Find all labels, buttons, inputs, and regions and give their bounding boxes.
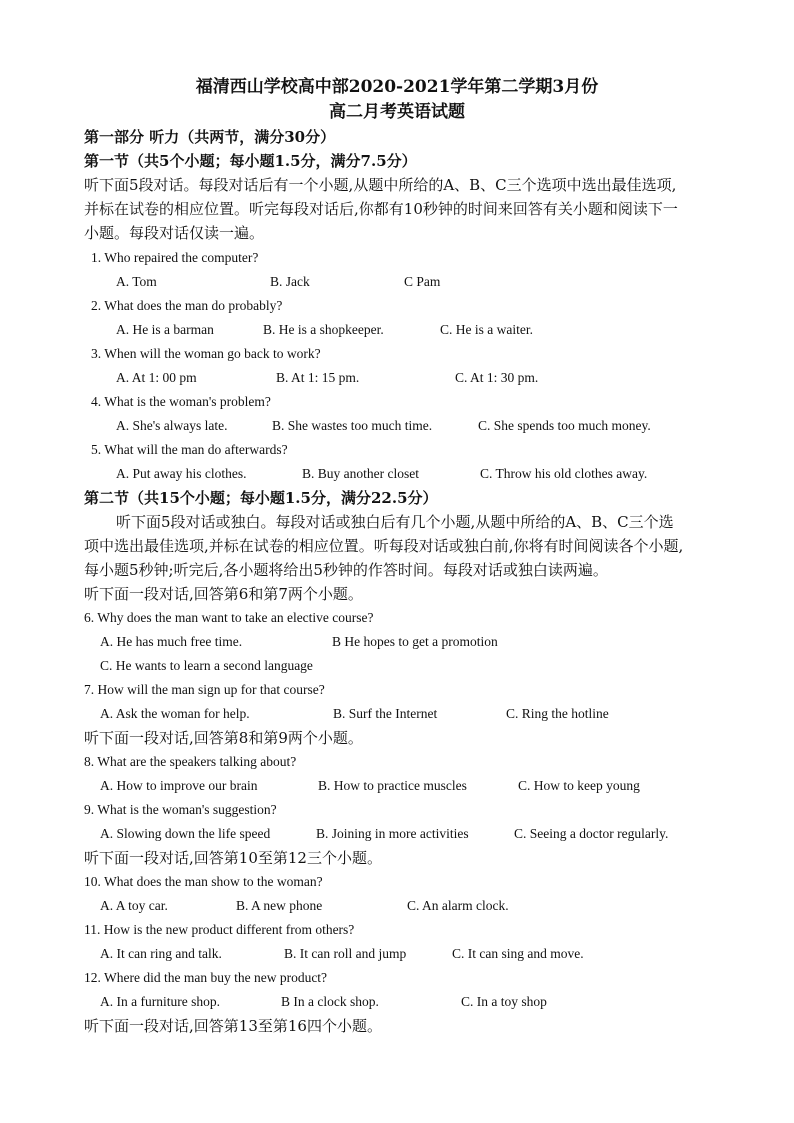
section2-instruction-line: 项中选出最佳选项,并标在试卷的相应位置。听每段对话或独白前,你将有时间阅读各个小题, xyxy=(84,537,684,555)
question-8: 8. What are the speakers talking about? xyxy=(84,754,297,769)
question-2: 2. What does the man do probably? xyxy=(91,298,283,313)
question-7: 7. How will the man sign up for that course? xyxy=(84,682,325,697)
q1-option-b: B. Jack xyxy=(270,274,310,289)
question-4: 4. What is the woman's problem? xyxy=(91,394,271,409)
q8-option-b: B. How to practice muscles xyxy=(318,778,467,793)
question-3: 3. When will the woman go back to work? xyxy=(91,346,321,361)
q5-option-c: C. Throw his old clothes away. xyxy=(480,466,648,481)
q4-option-a: A. She's always late. xyxy=(116,418,228,433)
q2-option-c: C. He is a waiter. xyxy=(440,322,533,337)
q10-option-b: B. A new phone xyxy=(236,898,323,913)
q3-option-b: B. At 1: 15 pm. xyxy=(276,370,360,385)
question-12: 12. Where did the man buy the new product? xyxy=(84,970,328,985)
section2-instruction-line: 听下面5段对话或独白。每段对话或独白后有几个小题,从题中所给的A、B、C三个选 xyxy=(116,513,674,531)
question-10: 10. What does the man show to the woman? xyxy=(84,874,323,889)
question-9: 9. What is the woman's suggestion? xyxy=(84,802,277,817)
section1-instruction-line: 小题。每段对话仅读一遍。 xyxy=(84,224,265,242)
q11-option-b: B. It can roll and jump xyxy=(284,946,407,961)
dialogue-group-6-7: 听下面一段对话,回答第6和第7两个小题。 xyxy=(84,585,363,603)
dialogue-group-10-12: 听下面一段对话,回答第10至第12三个小题。 xyxy=(84,849,382,867)
section2-heading: 第二节（共15个小题；每小题1.5分，满分22.5分） xyxy=(84,489,438,507)
question-1: 1. Who repaired the computer? xyxy=(91,250,259,265)
exam-title-line2: 高二月考英语试题 xyxy=(329,102,465,122)
q2-option-a: A. He is a barman xyxy=(116,322,214,337)
q3-option-c: C. At 1: 30 pm. xyxy=(455,370,539,385)
q9-option-c: C. Seeing a doctor regularly. xyxy=(514,826,669,841)
q7-option-c: C. Ring the hotline xyxy=(506,706,609,721)
section1-instruction-line: 并标在试卷的相应位置。听完每段对话后,你都有10秒钟的时间来回答有关小题和阅读下一 xyxy=(84,200,678,218)
dialogue-group-8-9: 听下面一段对话,回答第8和第9两个小题。 xyxy=(84,729,363,747)
q6-option-b: B He hopes to get a promotion xyxy=(332,634,498,649)
q7-option-a: A. Ask the woman for help. xyxy=(100,706,250,721)
q6-option-c: C. He wants to learn a second language xyxy=(100,658,313,673)
q4-option-c: C. She spends too much money. xyxy=(478,418,651,433)
question-6: 6. Why does the man want to take an elective course? xyxy=(84,610,374,625)
section1-instruction-line: 听下面5段对话。每段对话后有一个小题,从题中所给的A、B、C三个选项中选出最佳选项, xyxy=(84,176,677,194)
q5-option-b: B. Buy another closet xyxy=(302,466,419,481)
q2-option-b: B. He is a shopkeeper. xyxy=(263,322,384,337)
exam-title-line1: 福清西山学校高中部2020-2021学年第二学期3月份 xyxy=(195,77,599,97)
q12-option-c: C. In a toy shop xyxy=(461,994,547,1009)
q12-option-a: A. In a furniture shop. xyxy=(100,994,220,1009)
q9-option-a: A. Slowing down the life speed xyxy=(100,826,271,841)
q4-option-b: B. She wastes too much time. xyxy=(272,418,433,433)
question-11: 11. How is the new product different from others? xyxy=(84,922,355,937)
q8-option-a: A. How to improve our brain xyxy=(100,778,258,793)
q12-option-b: B In a clock shop. xyxy=(281,994,379,1009)
question-5: 5. What will the man do afterwards? xyxy=(91,442,288,457)
q5-option-a: A. Put away his clothes. xyxy=(116,466,247,481)
q9-option-b: B. Joining in more activities xyxy=(316,826,469,841)
section1-heading: 第一节（共5个小题；每小题1.5分，满分7.5分） xyxy=(84,152,417,170)
q7-option-b: B. Surf the Internet xyxy=(333,706,438,721)
q6-option-a: A. He has much free time. xyxy=(100,634,243,649)
q10-option-a: A. A toy car. xyxy=(100,898,168,913)
q11-option-a: A. It can ring and talk. xyxy=(100,946,222,961)
q3-option-a: A. At 1: 00 pm xyxy=(116,370,197,385)
q10-option-c: C. An alarm clock. xyxy=(407,898,509,913)
q1-option-a: A. Tom xyxy=(116,274,157,289)
part1-heading: 第一部分 听力（共两节，满分30分） xyxy=(84,128,336,146)
section2-instruction-line: 每小题5秒钟;听完后,各小题将给出5秒钟的作答时间。每段对话或独白读两遍。 xyxy=(84,561,608,579)
q1-option-c: C Pam xyxy=(404,274,441,289)
q8-option-c: C. How to keep young xyxy=(518,778,640,793)
q11-option-c: C. It can sing and move. xyxy=(452,946,584,961)
dialogue-group-13-16: 听下面一段对话,回答第13至第16四个小题。 xyxy=(84,1017,382,1035)
